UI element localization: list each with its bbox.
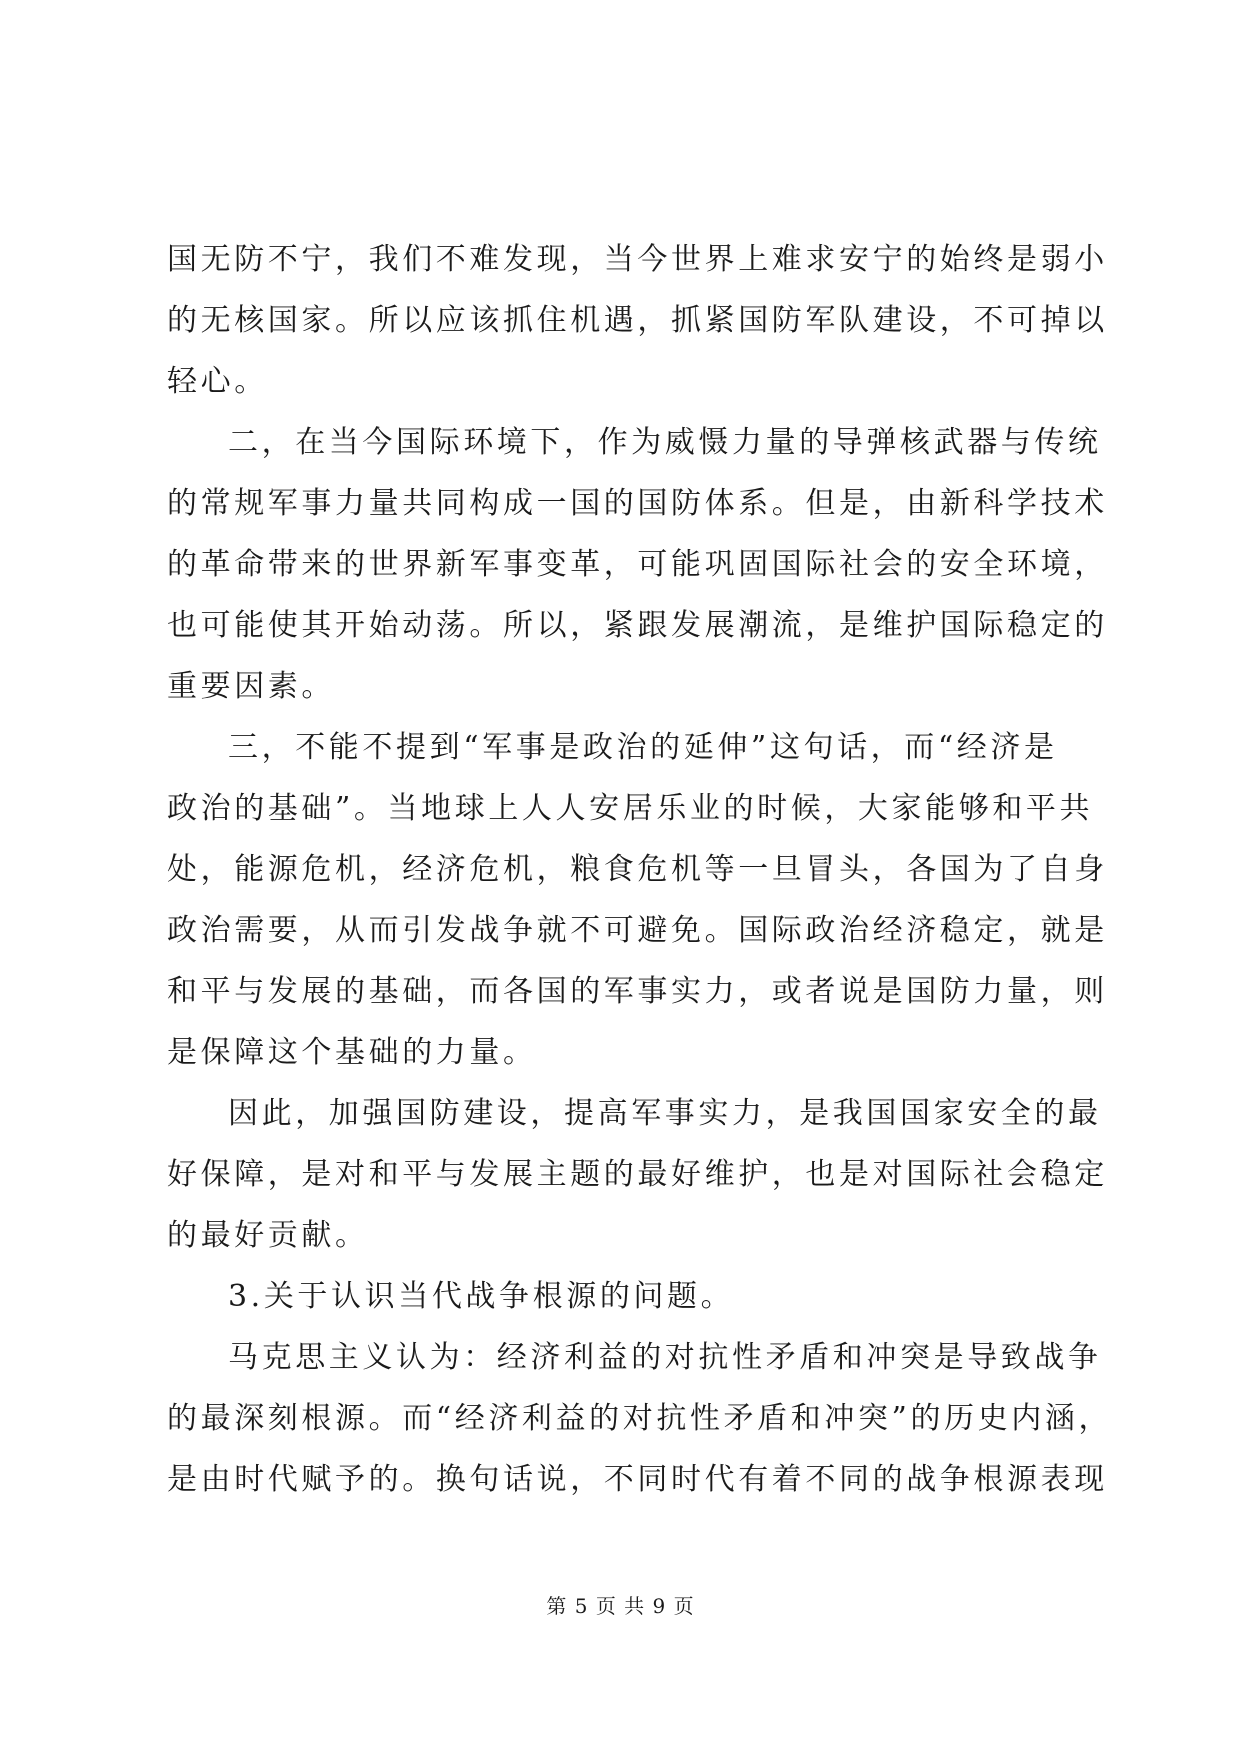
text-line: 的无核国家。所以应该抓住机遇，抓紧国防军队建设，不可掉以: [167, 303, 1108, 338]
text-line: 的常规军事力量共同构成一国的国防体系。但是，由新科学技术: [167, 486, 1108, 521]
page-number-footer: 第 5 页 共 9 页: [546, 1594, 695, 1618]
text-line: 的最深刻根源。而“经济利益的对抗性矛盾和冲突”的历史内涵，: [167, 1401, 1113, 1436]
paragraph-start-line: 二，在当今国际环境下，作为威慑力量的导弹核武器与传统: [228, 425, 1102, 460]
paragraph-start-line: 三，不能不提到“军事是政治的延伸”这句话，而“经济是: [228, 730, 1058, 765]
text-line: 轻心。: [167, 364, 268, 399]
paragraph-start-line: 因此，加强国防建设，提高军事实力，是我国国家安全的最: [228, 1096, 1102, 1131]
text-line: 好保障，是对和平与发展主题的最好维护，也是对国际社会稳定: [167, 1157, 1108, 1192]
text-line: 的最好贡献。: [167, 1218, 369, 1253]
text-line: 和平与发展的基础，而各国的军事实力，或者说是国防力量，则: [167, 974, 1108, 1009]
text-line: 也可能使其开始动荡。所以，紧跟发展潮流，是维护国际稳定的: [167, 608, 1108, 643]
text-line: 处，能源危机，经济危机，粮食危机等一旦冒头，各国为了自身: [167, 852, 1108, 887]
paragraph-start-line: 马克思主义认为：经济利益的对抗性矛盾和冲突是导致战争: [228, 1340, 1102, 1375]
text-line: 国无防不宁，我们不难发现，当今世界上难求安宁的始终是弱小: [167, 242, 1108, 277]
section-heading: 3.关于认识当代战争根源的问题。: [228, 1279, 735, 1314]
text-line: 政治的基础”。当地球上人人安居乐业的时候，大家能够和平共: [167, 791, 1094, 826]
text-line: 是由时代赋予的。换句话说，不同时代有着不同的战争根源表现: [167, 1462, 1108, 1497]
text-line: 重要因素。: [167, 669, 335, 704]
text-line: 政治需要，从而引发战争就不可避免。国际政治经济稳定，就是: [167, 913, 1108, 948]
text-line: 是保障这个基础的力量。: [167, 1035, 537, 1070]
text-line: 的革命带来的世界新军事变革，可能巩固国际社会的安全环境，: [167, 547, 1108, 582]
